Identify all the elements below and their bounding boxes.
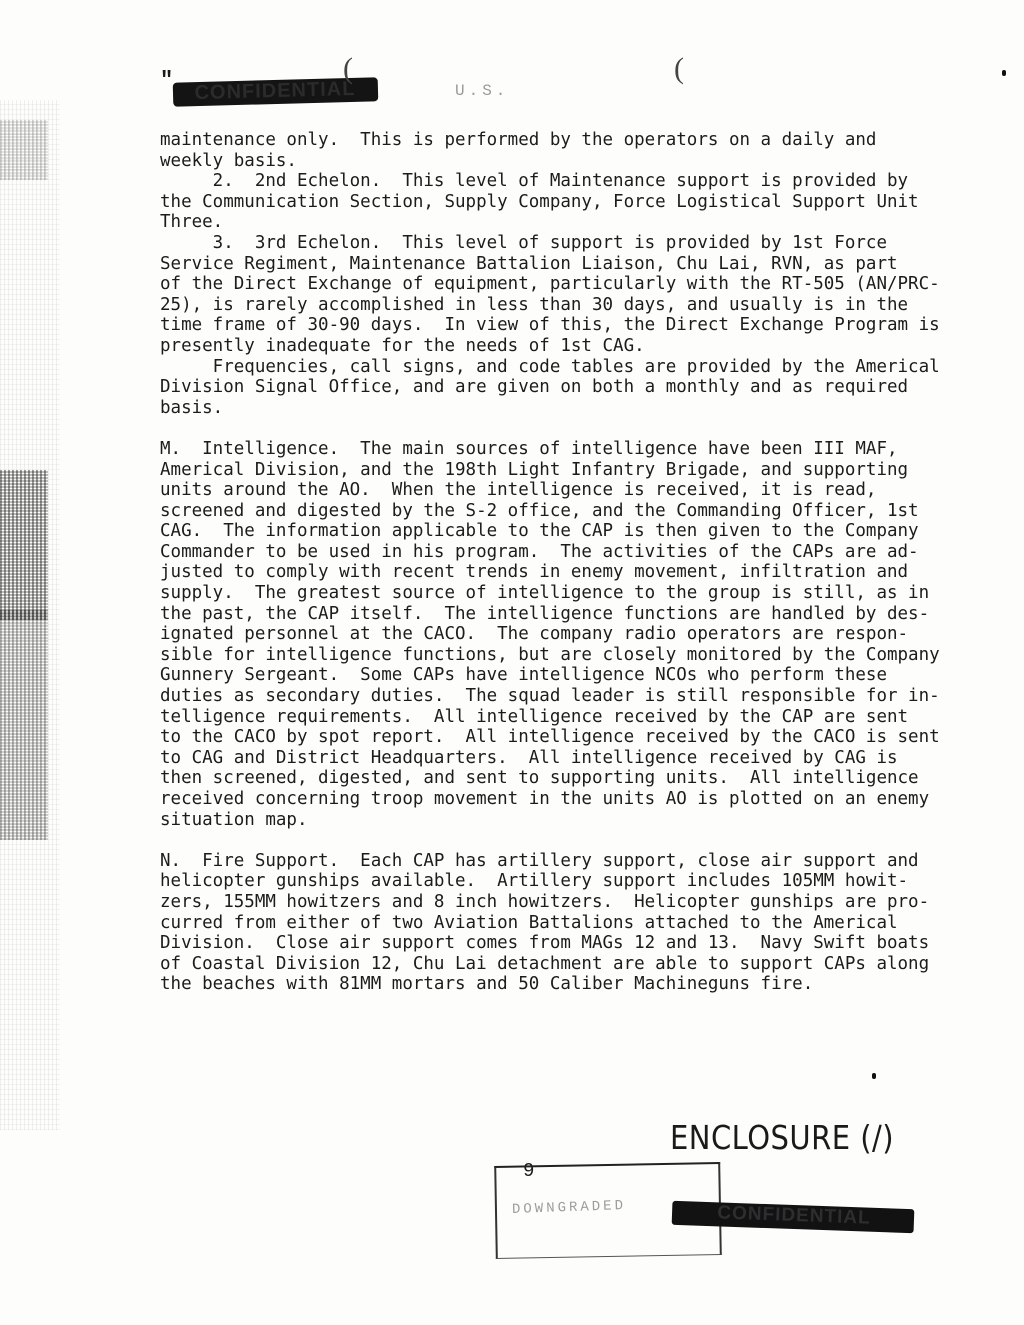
quote-mark: " (160, 68, 174, 93)
paren-mark: ( (674, 52, 684, 85)
text-line: CAG. The information applicable to the CAP is then given to the Company (160, 521, 919, 542)
text-line: to CAG and District Headquarters. All intelligence received by CAG is (160, 747, 898, 768)
text-line: duties as secondary duties. The squad leader is still responsible for in- (160, 686, 940, 707)
text-line: Service Regiment, Maintenance Battalion Liaison, Chu Lai, RVN, as part (160, 253, 898, 274)
text-line: units around the AO. When the intelligence is received, it is read, (160, 480, 877, 501)
text-line: then screened, digested, and sent to supporting units. All intelligence (160, 768, 919, 789)
downgrade-stamp-text: DOWNGRADED (511, 1198, 627, 1218)
text-line: 2. 2nd Echelon. This level of Maintenance support is provided by (160, 171, 909, 192)
classification-stamp-bottom: CONFIDENTIAL (672, 1196, 917, 1236)
text-line: the Communication Section, Supply Company, Force Logistical Support Unit (160, 191, 919, 212)
text-line: curred from either of two Aviation Battalions attached to the Americal (160, 912, 898, 933)
text-line: telligence requirements. All intelligence received by the CAP are sent (160, 706, 909, 727)
text-line: basis. (160, 397, 224, 418)
page-number: 9 (523, 1160, 535, 1182)
scan-edge-dark-band (0, 120, 48, 180)
text-line: helicopter gunships available. Artillery support includes 105MM howit- (160, 871, 909, 892)
text-line: Division. Close air support comes from MAGs 12 and 13. Navy Swift boats (160, 933, 930, 954)
faint-header-marks: U.S. (455, 82, 510, 100)
text-line: time frame of 30-90 days. In view of this, the Direct Exchange Program is (160, 315, 940, 336)
text-line: Americal Division, and the 198th Light Infantry Brigade, and supporting (160, 459, 909, 480)
paren-mark: ( (343, 52, 353, 85)
scan-dot (1002, 70, 1006, 76)
text-line: zers, 155MM howitzers and 8 inch howitzers. Helicopter gunships are pro- (160, 891, 930, 912)
text-line: M. Intelligence. The main sources of intelligence have been III MAF, (160, 438, 898, 459)
text-line: Three. (160, 212, 224, 233)
text-line: justed to comply with recent trends in enemy movement, infiltration and (160, 562, 909, 583)
text-line: Division Signal Office, and are given on both a monthly and as required (160, 377, 909, 398)
classification-stamp-top: CONFIDENTIAL (155, 70, 385, 110)
enclosure-label: ENCLOSURE (/) (670, 1118, 894, 1157)
scan-edge-dark-band (0, 470, 48, 620)
text-line: 3. 3rd Echelon. This level of support is provided by 1st Force (160, 232, 887, 253)
text-line: Gunnery Sergeant. Some CAPs have intelligence NCOs who perform these (160, 665, 887, 686)
text-line: N. Fire Support. Each CAP has artillery support, close air support and (160, 850, 919, 871)
text-line: screened and digested by the S-2 office, and the Commanding Officer, 1st (160, 500, 919, 521)
text-line: of the Direct Exchange of equipment, particularly with the RT-505 (AN/PRC- (160, 274, 940, 295)
text-line: situation map. (160, 809, 308, 830)
text-line: of Coastal Division 12, Chu Lai detachment are able to support CAPs along (160, 953, 930, 974)
text-line: the past, the CAP itself. The intelligence functions are handled by des- (160, 603, 930, 624)
document-body-text (160, 130, 940, 995)
text-line: to the CACO by spot report. All intelligence received by the CACO is sent (160, 727, 940, 748)
text-line: received concerning troop movement in the units AO is plotted on an enemy (160, 789, 930, 809)
text-line: weekly basis. (160, 150, 297, 171)
text-line: maintenance only. This is performed by the operators on a daily and (160, 130, 877, 150)
text-line: the beaches with 81MM mortars and 50 Caliber Machineguns fire. (160, 974, 814, 995)
text-line: Frequencies, call signs, and code tables are provided by the Americal (160, 356, 940, 377)
scan-dot (872, 1073, 876, 1079)
text-line: sible for intelligence functions, but are closely monitored by the Company (160, 644, 940, 665)
text-line: supply. The greatest source of intelligence to the group is still, as in (160, 583, 930, 604)
text-line: presently inadequate for the needs of 1st CAG. (160, 335, 645, 356)
scan-edge-dark-band (0, 610, 48, 840)
text-line: ignated personnel at the CACO. The company radio operators are respon- (160, 624, 909, 645)
text-line: Commander to be used in his program. The activities of the CAPs are ad- (160, 541, 919, 562)
text-line: 25), is rarely accomplished in less than 30 days, and usually is in the (160, 294, 909, 315)
